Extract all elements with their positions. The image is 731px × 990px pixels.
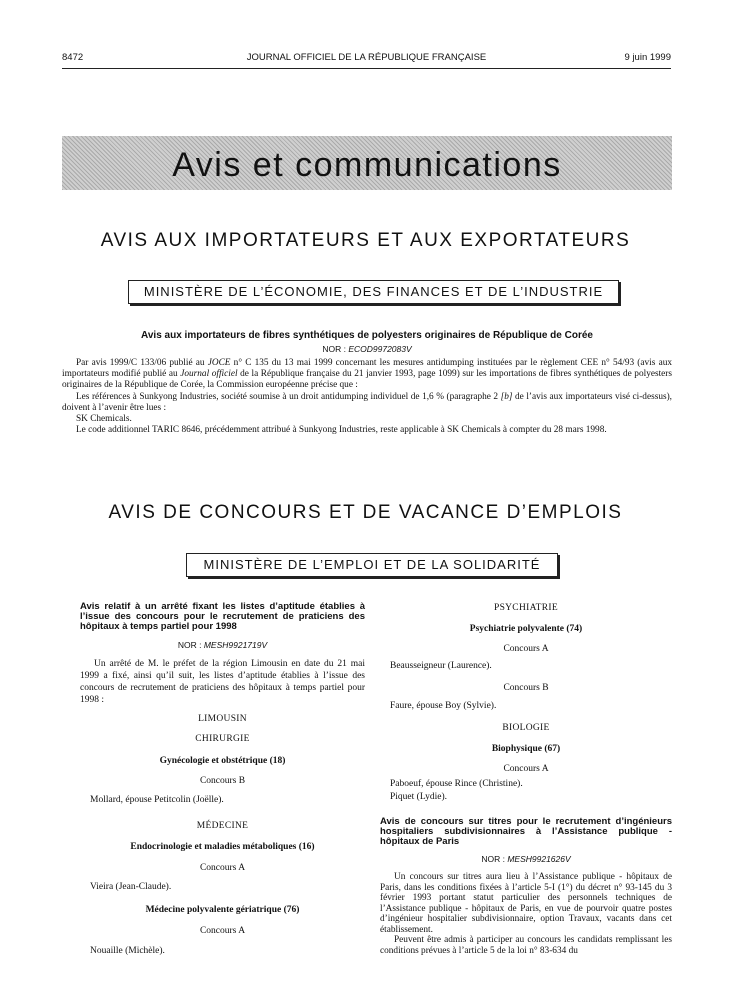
notice-paragraph: Par avis 1999/C 133/06 publié au JOCE n° C 135 du 13 mai 1999 concernant les mesures antidumping instituées par le règlement CEE n° 54/93 (avis aux importateurs modifié publié au Journal officiel de la République française du 21 janvier 1993, page 1099) sur les importations de fibres synthétiques de polyesters originaires de la République de Corée, la Commission européenne précise que : — [62, 358, 673, 391]
ministry-name-employment: MINISTÈRE DE L’EMPLOI ET DE LA SOLIDARITÉ — [203, 557, 541, 572]
notice-paragraph: SK Chemicals. — [76, 414, 132, 425]
concours-label: Concours A — [503, 764, 549, 774]
discipline-title: Psychiatrie polyvalente (74) — [469, 624, 583, 634]
nor-reference — [380, 854, 672, 864]
candidate-name: Beausseigneur (Laurence). — [390, 661, 492, 671]
section-banner — [62, 136, 672, 190]
nor-reference — [62, 344, 672, 354]
nor-code: MESH9921626V — [507, 854, 571, 864]
nor-code: ECOD9972083V — [348, 344, 412, 354]
notice-title-polyesters: Avis aux importateurs de fibres synthétiques de polyesters originaires de République de Corée — [141, 330, 593, 341]
notice-title-ingenieurs: Avis de concours sur titres pour le recrutement d’ingénieurs hospitaliers subdivisionnaires à l’Assistance publique - hôpitaux de Paris — [380, 816, 672, 847]
candidate-name: Piquet (Lydie). — [390, 792, 447, 802]
page-number: 8472 — [62, 52, 84, 63]
candidate-name: Faure, épouse Boy (Sylvie). — [390, 701, 497, 711]
notice-paragraph: Un concours sur titres aura lieu à l’Assistance publique - hôpitaux de Paris, dans les conditions fixées à l’article 5-I (1°) du décret n° 93-145 du 3 février 1993 portant statut particulier des personnels techniques de l’Assistance publique - hôpitaux de Paris, en vue de pourvoir quatre postes d’ingénieur hospitalier subdivisionnaire, option Travaux, vacants dans cet établissement. — [380, 872, 672, 935]
aptitude-intro: Un arrêté de M. le préfet de la région Limousin en date du 21 mai 1999 a fixé, ainsi qu’il suit, les listes d’aptitude établies à l’issue des concours de recrutement de praticiens des hôpitaux à temps partiel pour 1998 : — [80, 659, 365, 705]
nor-label: NOR : — [177, 640, 202, 650]
discipline-title: Endocrinologie et maladies métaboliques (16) — [130, 842, 315, 852]
notice-paragraph: Les références à Sunkyong Industries, société soumise à un droit antidumping individuel de 1,6 % (paragraphe 2 [b] de l’avis aux importateurs visé ci-dessus), doivent à l’avenir être lues : — [62, 391, 673, 413]
concours-label: Concours A — [503, 644, 549, 654]
discipline-title: Biophysique (67) — [491, 744, 561, 754]
candidate-name: Nouaille (Michèle). — [90, 946, 165, 956]
concours-label: Concours B — [199, 776, 246, 786]
ministry-box-economy — [128, 280, 619, 304]
running-header — [62, 52, 671, 66]
ministry-name-economy: MINISTÈRE DE L’ÉCONOMIE, DES FINANCES ET DE L’INDUSTRIE — [143, 284, 604, 299]
journal-title: JOURNAL OFFICIEL DE LA RÉPUBLIQUE FRANÇAISE — [246, 52, 487, 63]
banner-title: Avis et communications — [172, 145, 562, 184]
nor-label: NOR : — [322, 344, 346, 354]
nor-reference — [80, 640, 365, 650]
concours-label: Concours A — [199, 926, 246, 936]
specialty-heading-medecine: MÉDECINE — [196, 821, 249, 831]
notice-body — [62, 358, 672, 436]
ministry-box-employment — [186, 553, 558, 577]
section-heading-concours: AVIS DE CONCOURS ET DE VACANCE D’EMPLOIS — [108, 502, 623, 523]
issue-date: 9 juin 1999 — [624, 52, 671, 63]
concours-label: Concours B — [503, 683, 549, 693]
header-rule — [62, 68, 671, 69]
candidate-name: Vieira (Jean-Claude). — [90, 882, 172, 892]
candidate-name: Paboeuf, épouse Rince (Christine). — [390, 779, 523, 789]
region-heading: LIMOUSIN — [198, 714, 247, 724]
discipline-title: Médecine polyvalente gériatrique (76) — [145, 905, 300, 915]
section-heading-importers: AVIS AUX IMPORTATEURS ET AUX EXPORTATEURS — [100, 230, 631, 251]
notice-paragraph: Le code additionnel TARIC 8646, précédemment attribué à Sunkyong Industries, reste applicable à SK Chemicals à compter du 28 mars 1998. — [76, 425, 607, 436]
specialty-heading-chirurgie: CHIRURGIE — [195, 734, 250, 744]
notice-title-aptitude: Avis relatif à un arrêté fixant les listes d’aptitude établies à l’issue des concours pour le recrutement de praticiens des hôpitaux à temps partiel pour 1998 — [80, 601, 365, 632]
nor-code: MESH9921719V — [203, 640, 268, 650]
candidate-name: Mollard, épouse Petitcolin (Joëlle). — [90, 795, 224, 805]
ingenieurs-body — [380, 872, 672, 956]
nor-label: NOR : — [481, 854, 505, 864]
concours-label: Concours A — [199, 863, 246, 873]
notice-paragraph: Peuvent être admis à participer au concours les candidats remplissant les conditions prévues à l’article 5 de la loi n° 83-634 du — [380, 935, 672, 956]
specialty-heading-biologie: BIOLOGIE — [502, 723, 550, 733]
discipline-title: Gynécologie et obstétrique (18) — [159, 756, 286, 766]
specialty-heading-psychiatrie: PSYCHIATRIE — [493, 603, 558, 613]
